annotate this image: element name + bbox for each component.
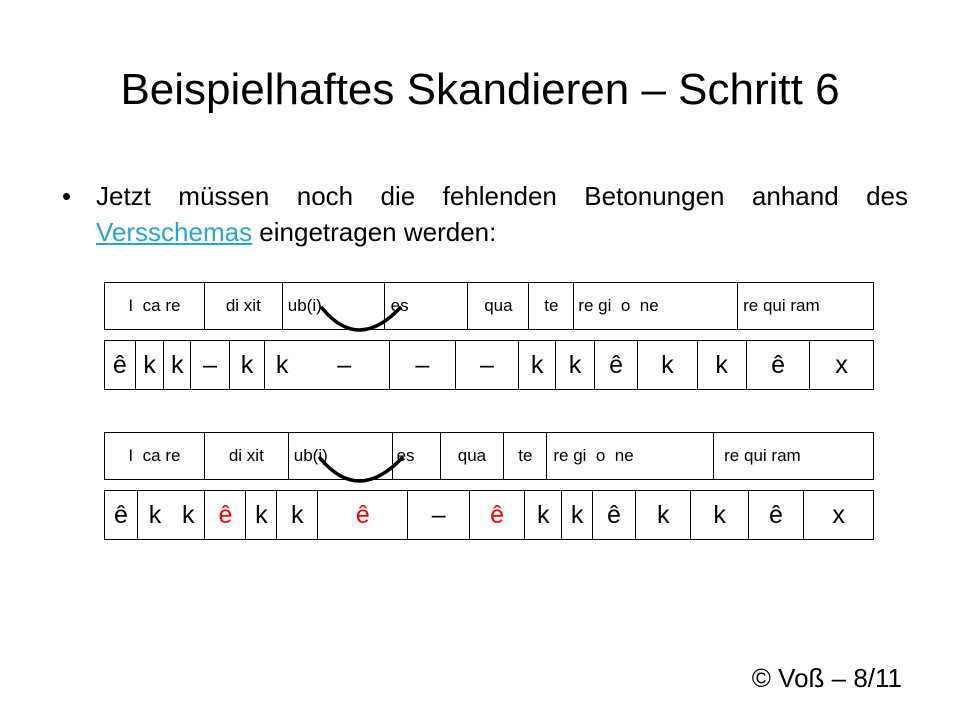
syllable: qui	[762, 296, 786, 315]
elision-arc-1	[318, 300, 404, 340]
syllable: es	[396, 446, 415, 465]
scansion-marks-2	[104, 490, 874, 540]
syllable-group	[105, 433, 205, 480]
mark-cell: k	[172, 491, 205, 540]
mark-cell: ê	[746, 341, 810, 390]
versschema-link[interactable]: Versschemas	[96, 217, 253, 247]
mark-cell: k	[636, 491, 691, 540]
mark-cell: x	[810, 341, 874, 390]
syllable: o	[620, 296, 631, 315]
syllable: di	[228, 446, 243, 465]
syllable: re	[578, 296, 594, 315]
syllable-group	[547, 433, 714, 480]
syllable-group	[204, 283, 282, 330]
syllable: te	[544, 296, 559, 315]
mark-cell-highlighted: ê	[205, 491, 246, 540]
syllable: re	[553, 446, 569, 465]
syllable-group	[204, 433, 288, 480]
syllable: ub(i)	[293, 446, 328, 465]
syllable: es	[390, 296, 409, 315]
marks-row	[105, 341, 874, 390]
mark-cell: ê	[592, 491, 635, 540]
syllable: te	[518, 446, 533, 465]
mark-cell: k	[519, 341, 556, 390]
syllable-group	[105, 283, 205, 330]
syllable: di	[225, 296, 240, 315]
syllable-group	[440, 433, 504, 480]
syllable: ram	[771, 446, 801, 465]
slide-footer: © Voß – 8/11	[751, 663, 902, 693]
mark-cell: ê	[595, 341, 638, 390]
syllable: qui	[743, 446, 767, 465]
syllable: qua	[457, 446, 487, 465]
syllable: ne	[639, 296, 659, 315]
mark-cell: –	[390, 341, 456, 390]
syllable: re	[724, 446, 740, 465]
mark-cell-highlighted: ê	[469, 491, 524, 540]
syllable-row	[105, 433, 874, 480]
syllable: re	[743, 296, 759, 315]
syllable-group	[529, 283, 574, 330]
mark-cell: –	[408, 491, 470, 540]
syllable-group	[738, 283, 874, 330]
syllable: xit	[246, 446, 264, 465]
mark-cell: k	[230, 341, 265, 390]
mark-cell: –	[191, 341, 230, 390]
syllable: re	[165, 296, 181, 315]
mark-cell: k	[525, 491, 562, 540]
mark-cell: k	[277, 491, 318, 540]
mark-cell: k	[556, 341, 595, 390]
syllable: gi	[598, 296, 612, 315]
mark-cell: k	[164, 341, 191, 390]
syllable-group	[574, 283, 738, 330]
bullet-text-after: eingetragen werden:	[252, 217, 497, 247]
mark-cell: k	[137, 491, 172, 540]
syllable: ne	[614, 446, 634, 465]
syllable: re	[165, 446, 181, 465]
syllable: I	[128, 446, 134, 465]
syllable: I	[128, 296, 134, 315]
mark-cell-highlighted: ê	[318, 491, 408, 540]
syllable: xit	[243, 296, 261, 315]
elision-arc-2	[316, 450, 406, 490]
syllable: ca	[142, 446, 161, 465]
scansion-table-2	[104, 432, 874, 480]
mark-cell: ê	[748, 491, 803, 540]
mark-cell: x	[804, 491, 874, 540]
syllable-group	[504, 433, 547, 480]
mark-cell: ê	[105, 491, 138, 540]
mark-cell: k	[135, 341, 164, 390]
syllable-row	[105, 283, 874, 330]
mark-cell: k	[264, 341, 299, 390]
syllable-group	[468, 283, 529, 330]
syllable: ram	[790, 296, 820, 315]
syllable: qua	[484, 296, 513, 315]
syllable: o	[595, 446, 606, 465]
scansion-marks-1	[104, 340, 874, 390]
marks-row	[105, 491, 874, 540]
bullet-text	[96, 178, 908, 250]
mark-cell: –	[455, 341, 519, 390]
scansion-table-1	[104, 282, 874, 330]
mark-cell: –	[299, 341, 389, 390]
syllable-group	[714, 433, 874, 480]
syllable: gi	[573, 446, 587, 465]
mark-cell: k	[697, 341, 746, 390]
mark-cell: ê	[105, 341, 136, 390]
syllable: ca	[142, 296, 161, 315]
bullet-dot: •	[62, 181, 72, 211]
bullet-text-before: Jetzt müssen noch die fehlenden Betonungen anhand des	[96, 181, 908, 211]
mark-cell: k	[246, 491, 277, 540]
mark-cell: k	[562, 491, 593, 540]
slide-title: Beispielhaftes Skandieren – Schritt 6	[120, 65, 840, 114]
mark-cell: k	[691, 491, 748, 540]
mark-cell: k	[638, 341, 697, 390]
syllable: ub(i)	[287, 296, 322, 315]
